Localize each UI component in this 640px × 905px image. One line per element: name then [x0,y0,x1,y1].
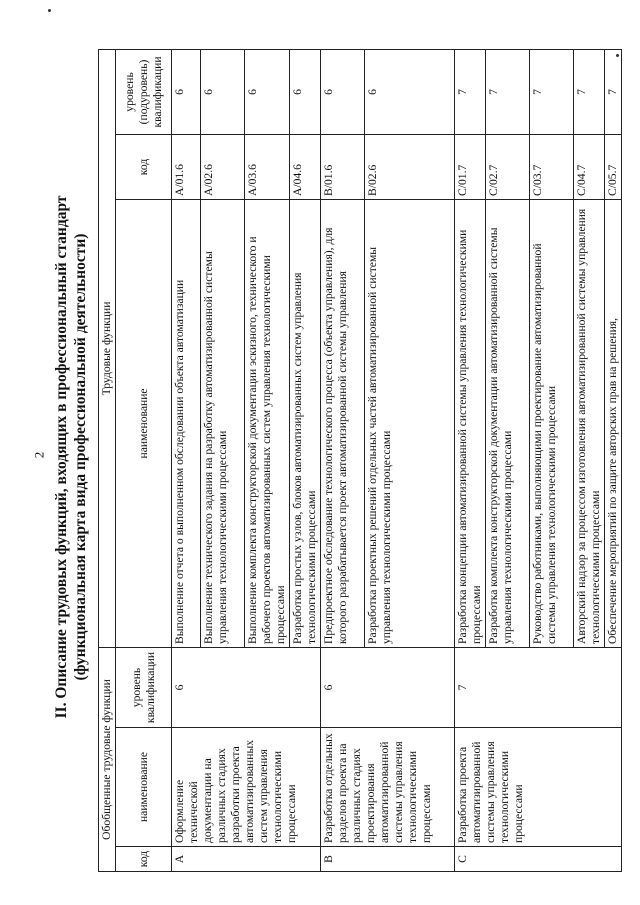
function-name: Разработка проектных решений отдельных частей автоматизированной системы управления технологическими процессами [365,199,455,647]
function-name: Обеспечение мероприятий по защите авторских прав на решения, [605,199,622,647]
function-name: Предпроектное обследование технологического процесса (объекта управления), для которого разрабатывается проект автоматизированной системы управления [321,199,365,647]
function-level: 7 [530,49,574,134]
function-level: 6 [321,49,365,134]
function-level: 6 [201,49,245,134]
function-code: A/04.6 [290,134,321,199]
function-code: C/03.7 [530,134,574,199]
scan-speck [48,9,51,12]
function-name: Выполнение комплекта конструкторской документации эскизного, технического и рабочего проектов автоматизированных систем управления технологическими процессами [245,199,290,647]
group-name: Разработка отдельных разделов проекта на различных стадиях проектирования автоматизированной системы управления технологическими процессами [321,728,455,847]
function-code: A/01.6 [172,134,201,199]
functional-map-table [98,49,622,872]
header-labor-name: наименование [116,199,172,647]
function-level: 7 [574,49,605,134]
rotated-page-content [52,42,619,872]
group-name: Разработка проекта автоматизированной системы управления технологическими процессами [455,728,622,847]
function-code: C/04.7 [574,134,605,199]
function-level: 6 [245,49,290,134]
function-name: Разработка комплекта конструкторской документации автоматизированной системы управления технологическими процессами [486,199,530,647]
function-code: C/02.7 [486,134,530,199]
function-level: 6 [365,49,455,134]
function-name: Разработка концепции автоматизированной системы управления технологическими процессами [455,199,486,647]
heading-line-2: (функциональная карта вида профессиональной деятельности) [72,233,89,681]
header-labor-code: код [116,134,172,199]
function-name: Разработка простых узлов, блоков автоматизированных систем управления технологическими процессами [290,199,321,647]
header-code: код [116,847,172,872]
function-level: 7 [455,49,486,134]
function-level: 7 [486,49,530,134]
function-code: B/02.6 [365,134,455,199]
function-name: Выполнение отчета о выполненном обследовании объекта автоматизации [172,199,201,647]
group-code: B [321,847,455,872]
page-number: 2 [31,451,47,459]
function-code: A/02.6 [201,134,245,199]
function-code: C/01.7 [455,134,486,199]
table-row [172,49,201,871]
function-code: B/01.6 [321,134,365,199]
function-level: 6 [290,49,321,134]
header-name: наименование [116,728,172,847]
header-labor-functions: Трудовые функции [99,49,116,647]
group-level: 7 [455,647,622,727]
header-sublevel: уровень (подуровень) квалификации [116,49,172,134]
heading-line-1: II. Описание трудовых функций, входящих в профессиональный стандарт [53,195,70,719]
function-name: Авторский надзор за процессом изготовления автоматизированной системы управления технологическими процессами [574,199,605,647]
function-code: A/03.6 [245,134,290,199]
header-generalized-functions: Обобщенные трудовые функции [99,647,116,871]
table-row [321,49,365,871]
group-code: C [455,847,622,872]
function-name: Руководство работниками, выполняющими проектирование автоматизированной системы управления технологическими процессами [530,199,574,647]
function-level: 6 [172,49,201,134]
function-code: C/05.7 [605,134,622,199]
header-qualification-level: уровень квалификации [116,647,172,727]
group-level: 6 [172,647,321,727]
table-row [455,49,486,871]
function-name: Выполнение технического задания на разработку автоматизированной системы управления технологическими процессами [201,199,245,647]
function-level: 7 [605,49,622,134]
group-name: Оформление технической документации на различных стадиях разработки проекта автоматизированных систем управления технологическими процессами [172,728,321,847]
group-level: 6 [321,647,455,727]
section-heading [52,42,90,872]
group-code: A [172,847,321,872]
